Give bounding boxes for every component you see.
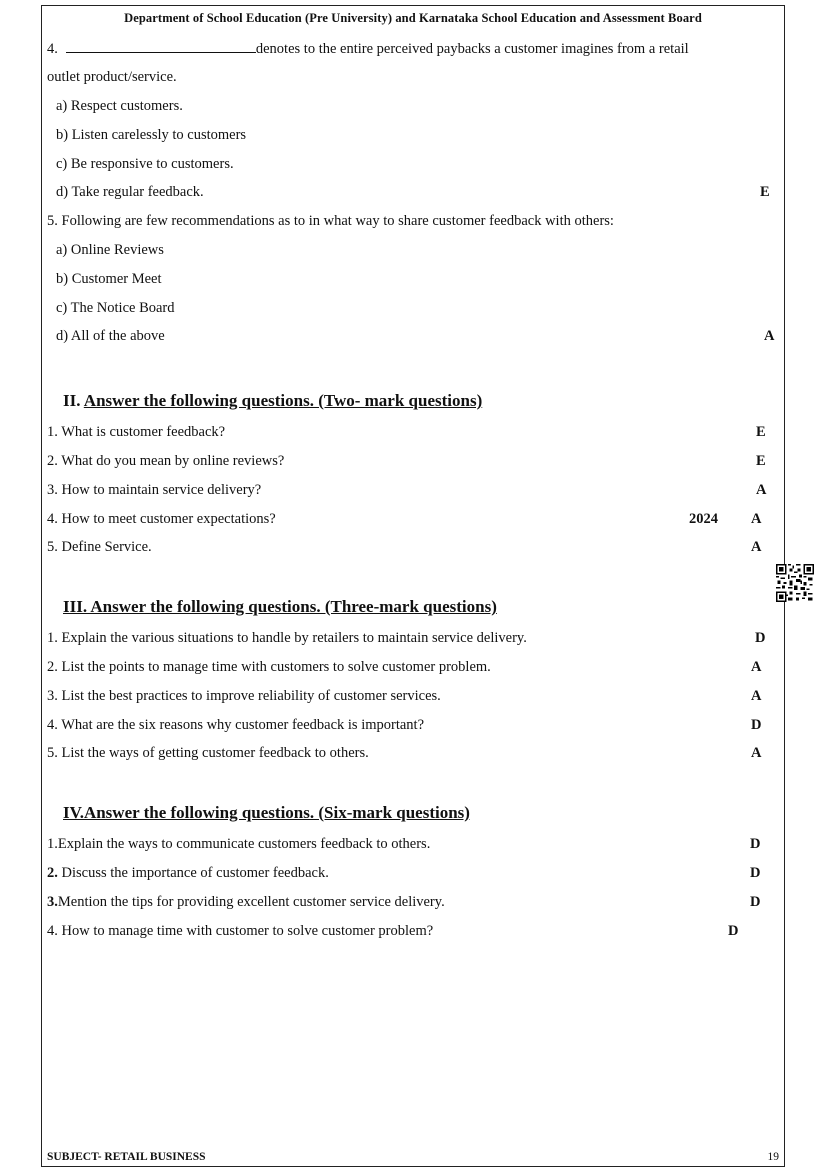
section-4-question xyxy=(47,836,430,853)
mcq-q5-option: d) All of the above xyxy=(56,328,165,344)
section-3-mark: A xyxy=(751,745,762,761)
section-2-question: 1. What is customer feedback? xyxy=(47,424,226,440)
section-3-mark: A xyxy=(751,688,762,704)
mcq-q5-option: c) The Notice Board xyxy=(56,300,175,316)
mcq-q4-number: 4. xyxy=(47,41,58,57)
section-2-mark: E xyxy=(756,453,766,469)
section-3-mark: A xyxy=(751,659,762,675)
question-text: How to manage time with customer to solve customer problem? xyxy=(57,923,434,939)
question-number: 2. xyxy=(47,865,58,881)
page-number: 19 xyxy=(767,1151,779,1163)
mcq-q5-text: 5. Following are few recommendations as to in what way to share customer feedback with others: xyxy=(47,213,614,229)
mcq-q4-line2: outlet product/service. xyxy=(47,69,177,85)
mcq-q4-option: b) Listen carelessly to customers xyxy=(56,127,247,143)
mcq-q4-option: d) Take regular feedback. xyxy=(56,184,204,200)
section-3-question: 5. List the ways of getting customer feedback to others. xyxy=(47,745,369,761)
mcq-q4-mark: E xyxy=(760,184,770,200)
section-3-question: 2. List the points to manage time with customers to solve customer problem. xyxy=(47,659,491,675)
question-number: 1. xyxy=(47,836,58,852)
mcq-q5-mark: A xyxy=(764,328,775,344)
mcq-q5-option: a) Online Reviews xyxy=(56,242,164,258)
section-3-question: 4. What are the six reasons why customer feedback is important? xyxy=(47,717,425,733)
question-text: Explain the ways to communicate customers feedback to others. xyxy=(57,836,431,852)
section-4-question xyxy=(47,923,433,940)
section-2-heading xyxy=(63,391,482,411)
page-header: Department of School Education (Pre University) and Karnataka School Education and Assessment Board xyxy=(124,11,702,25)
question-text: Discuss the importance of customer feedback. xyxy=(57,865,329,881)
section-2-question: 4. How to meet customer expectations? xyxy=(47,511,276,527)
year-label: 2024 xyxy=(689,511,718,527)
section-2-question: 5. Define Service. xyxy=(47,539,152,555)
section-2-question: 2. What do you mean by online reviews? xyxy=(47,453,285,469)
section-3-heading xyxy=(63,597,497,617)
section-4-mark: D xyxy=(750,894,761,910)
section-3-title: III. Answer the following questions. (Three-mark questions) xyxy=(63,597,497,616)
question-number: 3. xyxy=(47,894,58,910)
section-2-number: II. xyxy=(63,391,81,410)
section-4-question xyxy=(47,865,329,882)
mcq-q4-option: a) Respect customers. xyxy=(56,98,183,114)
section-4-mark: D xyxy=(750,836,761,852)
section-4-mark: D xyxy=(728,923,739,939)
section-2-mark: E xyxy=(756,424,766,440)
section-2-mark: A xyxy=(751,539,762,555)
section-2-mark: A xyxy=(756,482,767,498)
section-2-mark: A xyxy=(751,511,762,527)
question-number: 4. xyxy=(47,923,58,939)
section-3-mark: D xyxy=(755,630,766,646)
mcq-q4-option: c) Be responsive to customers. xyxy=(56,156,234,172)
mcq-q4-text: denotes to the entire perceived paybacks a customer imagines from a retail xyxy=(255,41,689,57)
section-3-question: 3. List the best practices to improve reliability of customer services. xyxy=(47,688,441,704)
section-3-question: 1. Explain the various situations to handle by retailers to maintain service delivery. xyxy=(47,630,527,646)
section-4-question xyxy=(47,894,445,911)
fill-blank xyxy=(66,40,256,53)
mcq-q5-option: b) Customer Meet xyxy=(56,271,162,287)
question-text: Mention the tips for providing excellent customer service delivery. xyxy=(57,894,445,910)
section-3-mark: D xyxy=(751,717,762,733)
mcq-q4-line1 xyxy=(47,40,689,58)
section-4-heading xyxy=(63,803,470,823)
section-2-title: Answer the following questions. (Two- mark questions) xyxy=(83,391,483,410)
section-2-question: 3. How to maintain service delivery? xyxy=(47,482,262,498)
section-4-title: IV.Answer the following questions. (Six-mark questions) xyxy=(63,803,470,822)
page-frame xyxy=(41,5,785,1167)
section-4-mark: D xyxy=(750,865,761,881)
footer-subject: SUBJECT- RETAIL BUSINESS xyxy=(47,1151,206,1163)
qr-code-icon xyxy=(776,564,814,602)
